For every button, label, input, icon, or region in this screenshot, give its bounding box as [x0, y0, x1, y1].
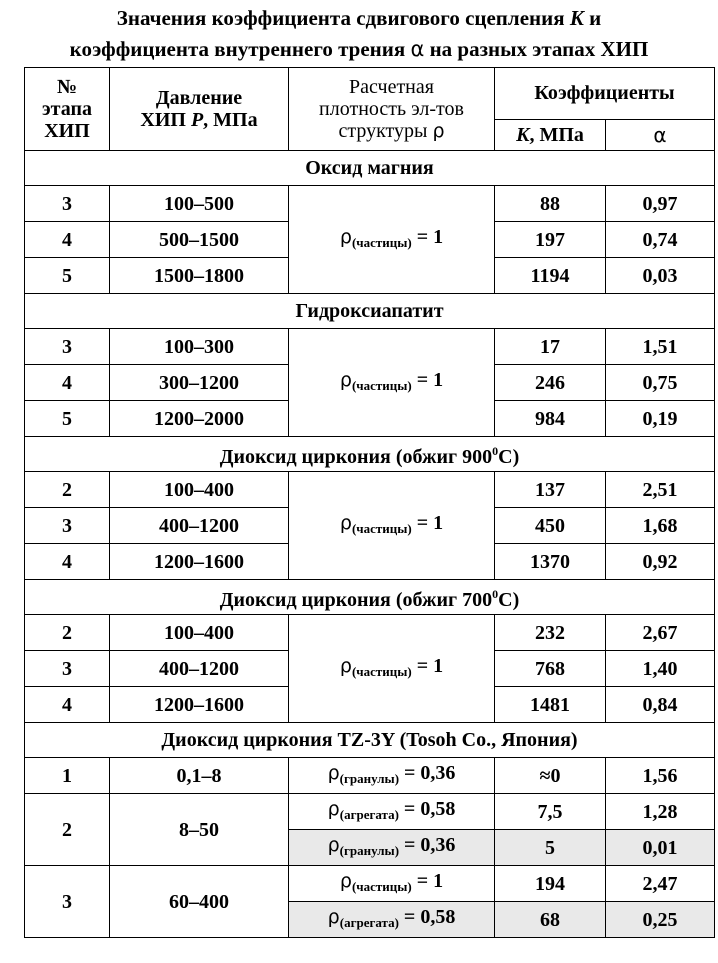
- density-cell: $\rho_{(частицы)} = 1$: [289, 615, 495, 723]
- stage-cell: 4: [25, 222, 110, 258]
- header-alpha: α: [606, 119, 715, 150]
- pressure-cell: 400–1200: [110, 508, 289, 544]
- k-cell: 232: [495, 615, 606, 651]
- k-cell: 197: [495, 222, 606, 258]
- alpha-cell: 0,84: [606, 687, 715, 723]
- density-cell: $\rho_{(гранулы)} = 0,36$: [289, 830, 495, 866]
- pressure-cell: 60–400: [110, 866, 289, 938]
- k-cell: 1370: [495, 544, 606, 580]
- alpha-cell: 0,97: [606, 186, 715, 222]
- k-cell: 88: [495, 186, 606, 222]
- k-cell: 768: [495, 651, 606, 687]
- k-cell: 246: [495, 365, 606, 401]
- table-row: [25, 472, 715, 508]
- table-row: [25, 186, 715, 222]
- pressure-cell: 100–500: [110, 186, 289, 222]
- alpha-cell: 1,40: [606, 651, 715, 687]
- stage-cell: 5: [25, 401, 110, 437]
- alpha-cell: 0,75: [606, 365, 715, 401]
- stage-cell: 3: [25, 329, 110, 365]
- header-pressure: Давление ХИП P, МПа: [110, 68, 289, 151]
- section-row: [25, 723, 715, 758]
- section-row: [25, 580, 715, 615]
- k-cell: 5: [495, 830, 606, 866]
- pressure-cell: 1200–2000: [110, 401, 289, 437]
- stage-cell: 4: [25, 687, 110, 723]
- k-cell: 984: [495, 401, 606, 437]
- density-cell: $\rho_{(частицы)} = 1$: [289, 472, 495, 580]
- pressure-cell: 100–400: [110, 615, 289, 651]
- table-row: [25, 329, 715, 365]
- alpha-cell: 2,67: [606, 615, 715, 651]
- pressure-cell: 1500–1800: [110, 258, 289, 294]
- k-cell: 450: [495, 508, 606, 544]
- alpha-cell: 1,68: [606, 508, 715, 544]
- section-title: Оксид магния: [25, 151, 715, 186]
- section-row: [25, 151, 715, 186]
- pressure-cell: 400–1200: [110, 651, 289, 687]
- stage-cell: 5: [25, 258, 110, 294]
- section-title: Диоксид циркония (обжиг $900^0С$): [25, 437, 715, 472]
- table-row: [25, 615, 715, 651]
- alpha-cell: 0,01: [606, 830, 715, 866]
- k-cell: 7,5: [495, 794, 606, 830]
- header-density: Расчетная плотность эл-тов структуры ρ: [289, 68, 495, 151]
- pressure-cell: 1200–1600: [110, 687, 289, 723]
- k-cell: ≈0: [495, 758, 606, 794]
- stage-cell: 3: [25, 866, 110, 938]
- pressure-cell: 8–50: [110, 794, 289, 866]
- alpha-cell: 0,92: [606, 544, 715, 580]
- alpha-cell: 0,74: [606, 222, 715, 258]
- table-row: [25, 866, 715, 902]
- density-cell: $\rho_{(частицы)} = 1$: [289, 329, 495, 437]
- stage-cell: 3: [25, 186, 110, 222]
- pressure-cell: 500–1500: [110, 222, 289, 258]
- alpha-cell: 0,19: [606, 401, 715, 437]
- alpha-cell: 1,56: [606, 758, 715, 794]
- alpha-cell: 0,25: [606, 902, 715, 938]
- k-cell: 1194: [495, 258, 606, 294]
- header-coefficients: Коэффициенты: [495, 68, 715, 120]
- alpha-cell: 2,51: [606, 472, 715, 508]
- stage-cell: 1: [25, 758, 110, 794]
- stage-cell: 2: [25, 794, 110, 866]
- pressure-cell: 1200–1600: [110, 544, 289, 580]
- coefficients-table: [24, 67, 715, 938]
- table-row: [25, 758, 715, 794]
- k-cell: 17: [495, 329, 606, 365]
- k-cell: 194: [495, 866, 606, 902]
- alpha-cell: 2,47: [606, 866, 715, 902]
- table-title: [0, 0, 718, 65]
- header-row-1: [25, 68, 715, 120]
- section-row: [25, 437, 715, 472]
- pressure-cell: 100–400: [110, 472, 289, 508]
- density-cell: $\rho_{(частицы)} = 1$: [289, 186, 495, 294]
- stage-cell: 4: [25, 365, 110, 401]
- stage-cell: 2: [25, 472, 110, 508]
- density-cell: $\rho_{(частицы)} = 1$: [289, 866, 495, 902]
- density-cell: $\rho_{(гранулы)} = 0,36$: [289, 758, 495, 794]
- stage-cell: 3: [25, 651, 110, 687]
- k-cell: 1481: [495, 687, 606, 723]
- stage-cell: 2: [25, 615, 110, 651]
- title-line-2: коэффициента внутреннего трения α на разных этапах ХИП: [69, 37, 649, 61]
- alpha-cell: 1,28: [606, 794, 715, 830]
- k-cell: 68: [495, 902, 606, 938]
- alpha-cell: 0,03: [606, 258, 715, 294]
- section-title: Диоксид циркония (обжиг $700^0С$): [25, 580, 715, 615]
- header-stage: № этапа ХИП: [25, 68, 110, 151]
- table-row: [25, 794, 715, 830]
- stage-cell: 3: [25, 508, 110, 544]
- section-title: Диоксид циркония TZ-3Y (Tosoh Co., Япония): [25, 723, 715, 758]
- section-row: [25, 294, 715, 329]
- header-k: K, МПа: [495, 119, 606, 150]
- stage-cell: 4: [25, 544, 110, 580]
- section-title: Гидроксиапатит: [25, 294, 715, 329]
- alpha-cell: 1,51: [606, 329, 715, 365]
- density-cell: $\rho_{(агрегата)} = 0,58$: [289, 794, 495, 830]
- pressure-cell: 300–1200: [110, 365, 289, 401]
- k-cell: 137: [495, 472, 606, 508]
- pressure-cell: 100–300: [110, 329, 289, 365]
- density-cell: $\rho_{(агрегата)} = 0,58$: [289, 902, 495, 938]
- title-line-1: Значения коэффициента сдвигового сцепления K и: [116, 6, 602, 30]
- pressure-cell: 0,1–8: [110, 758, 289, 794]
